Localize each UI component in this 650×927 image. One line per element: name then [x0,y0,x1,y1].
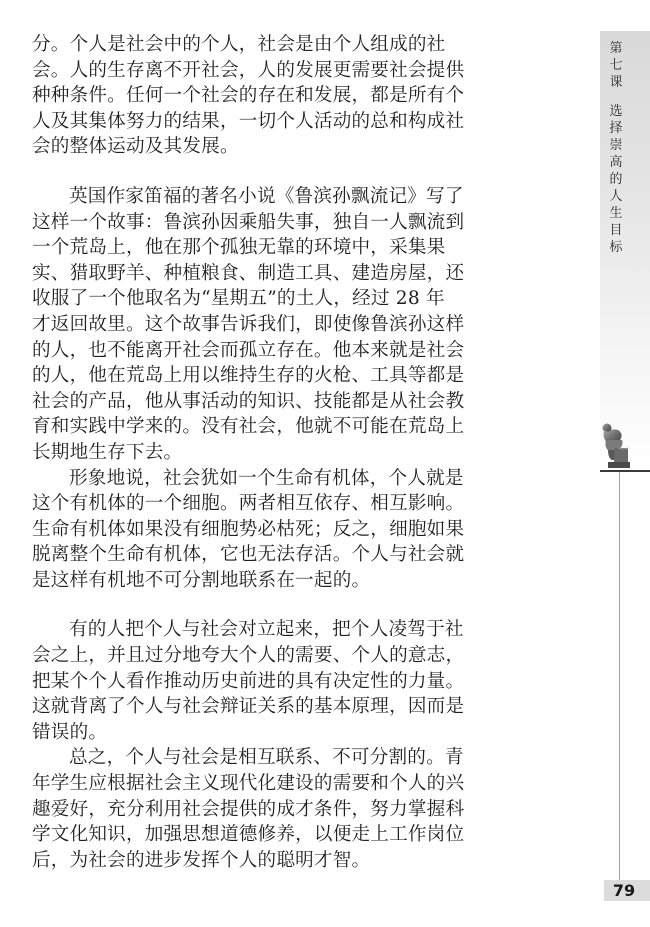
title-char: 的 [609,172,623,187]
title-char: 崇 [609,138,623,153]
text-line: 形象地说，社会犹如一个生命有机体，个人就是 [69,467,464,489]
text-line: 的人，他在荒岛上用以维持生存的火枪、工具等都是 [32,365,465,387]
paragraph-5 [32,745,465,873]
text-line: 总之，个人与社会是相互联系、不可分割的。青 [69,747,464,769]
text-line: 学文化知识，加强思想道德修养，以便走上工作岗位 [32,824,465,846]
chapter-sidebar-title [605,40,627,256]
sidebar-divider [600,470,650,472]
text-line: 是这样有机地不可分割地联系在一起的。 [32,569,371,591]
lesson-char: 七 [609,58,623,73]
sidebar-vertical-rule [619,472,620,880]
thinker-statue-icon [598,420,634,470]
text-line: 把某个个人看作推动历史前进的具有决定性的力量。 [32,670,465,692]
paragraph-2 [32,184,465,466]
text-line: 后，为社会的进步发挥个人的聪明才智。 [32,849,371,871]
title-char: 人 [609,189,623,204]
paragraph-gap [32,160,416,184]
lesson-char: 第 [609,41,623,56]
text-line: 英国作家笛福的著名小说《鲁滨孙飘流记》写了 [69,185,464,207]
page-body [32,32,465,873]
text-line: 实、猎取野羊、种植粮食、制造工具、建造房屋，还 [32,262,465,284]
text-line: 错误的。 [32,721,108,743]
text-line: 脱离整个生命有机体，它也无法存活。个人与社会就 [32,544,465,566]
text-line: 分。个人是社会中的个人，社会是由个人组成的社 [32,34,446,55]
text-line: 会之上，并且过分地夸大个人的需要、个人的意志， [32,645,465,667]
paragraph-3 [32,466,465,594]
title-char: 择 [609,121,623,136]
text-line: 这就背离了个人与社会辩证关系的基本原理，因而是 [32,696,465,718]
text-line: 一个荒岛上，他在那个孤独无靠的环境中，采集果 [32,237,446,259]
text-line: 趣爱好，充分利用社会提供的成才条件，努力掌握科 [32,798,465,820]
text-line: 社会的产品，他从事活动的知识、技能都是从社会教 [32,390,465,412]
text-line: 这样一个故事：鲁滨孙因乘船失事，独自一人飘流到 [32,211,465,233]
title-char: 目 [609,223,623,238]
text-line: 收服了一个他取名为“星期五”的土人，经过 28 年 [32,288,445,310]
paragraph-gap [32,593,416,617]
text-line: 育和实践中学来的。没有社会，他就不可能在荒岛上 [32,416,465,438]
paragraph-1 [32,32,465,160]
title-char: 标 [609,240,623,255]
title-char: 选 [609,104,623,119]
text-line: 年学生应根据社会主义现代化建设的需要和个人的兴 [32,773,465,795]
text-line: 种种条件。任何一个社会的存在和发展，都是所有个 [32,85,465,107]
lesson-char: 课 [609,75,623,90]
page-number: 79 [604,880,650,901]
text-line: 长期地生存下去。 [32,441,183,463]
text-line: 才返回故里。这个故事告诉我们，即使像鲁滨孙这样 [32,313,465,335]
title-spacer [605,91,627,103]
text-line: 会的整体运动及其发展。 [32,136,239,158]
text-line: 生命有机体如果没有细胞势必枯死；反之，细胞如果 [32,518,465,540]
text-line: 这个有机体的一个细胞。两者相互依存、相互影响。 [32,493,465,515]
title-char: 生 [609,206,623,221]
text-line: 有的人把个人与社会对立起来，把个人凌驾于社 [69,619,464,641]
paragraph-4 [32,617,465,745]
text-line: 会。人的生存离不开社会，人的发展更需要社会提供 [32,59,465,81]
text-line: 的人，也不能离开社会而孤立存在。他本来就是社会 [32,339,465,361]
text-line: 人及其集体努力的结果，一切个人活动的总和构成社 [32,110,465,132]
title-char: 高 [609,155,623,170]
